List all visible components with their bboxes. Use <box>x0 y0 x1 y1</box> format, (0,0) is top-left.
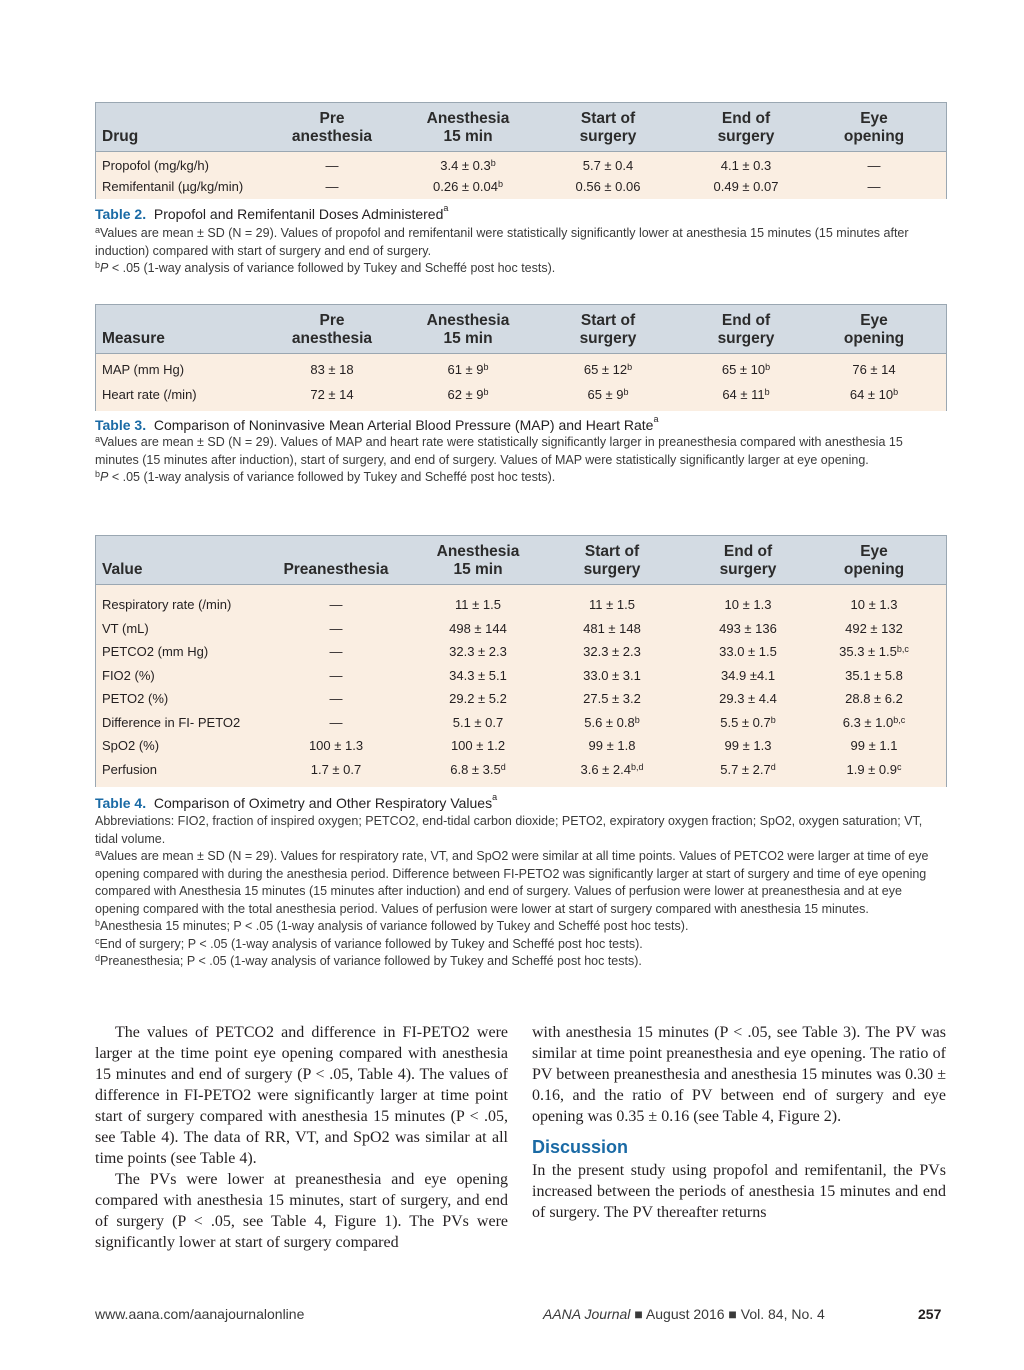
row-label: MAP (mm Hg) <box>102 362 185 377</box>
bullet-icon: ■ <box>728 1306 737 1322</box>
cell-en: 493 ± 136 <box>719 620 777 636</box>
table-row <box>96 618 946 640</box>
cell-pre: — <box>325 179 339 194</box>
cell-end: 0.49 ± 0.07 <box>713 179 779 194</box>
row-label: SpO2 (%) <box>102 738 160 753</box>
cell-anesthesia: $61 \pm 9^b$ <box>447 362 489 377</box>
cell-en: 99 ± 1.3 <box>724 738 772 753</box>
row-label: Perfusion <box>102 761 157 777</box>
cell-ey: 10 ± 1.3 <box>850 597 898 612</box>
footer-url: www.aana.com/aanajournalonline <box>95 1306 305 1322</box>
cell-pre: — <box>329 620 343 636</box>
discussion-heading: Discussion <box>532 1137 629 1157</box>
row-label: PETO2 (%) <box>102 691 169 706</box>
table-row <box>96 665 946 687</box>
footer-journal: AANA Journal ■ August 2016 ■ Vol. 84, No. 4 <box>543 1306 825 1322</box>
cell-ey: 28.8 ± 6.2 <box>845 691 903 706</box>
cell-en: 34.9 ±4.1 <box>720 667 776 683</box>
header-value: Value <box>102 561 143 578</box>
cell-an: 100 ± 1.2 <box>450 738 506 753</box>
bullet-icon: ■ <box>634 1306 643 1322</box>
row-label: Difference in FI- PETO2 <box>102 714 241 730</box>
cell-start: 0.56 ± 0.06 <box>575 179 641 194</box>
row-label: PETCO2 (mm Hg) <box>102 644 209 659</box>
cell-an: 498 ± 144 <box>449 620 507 636</box>
cell-en: 10 ± 1.3 <box>724 597 772 612</box>
table-row <box>96 155 946 177</box>
row-label: FIO2 (%) <box>102 667 155 683</box>
cell-ey: 99 ± 1.1 <box>850 738 898 753</box>
paragraph: The values of PETCO2 and difference in FI-PETO2 were larger at the time point eye opening compared with anesthesia 15 minutes and end of surgery (P < .05, Table 4). The values of difference in FI-PETO2 were significantly larger at time point start of surgery compared with anesthesia 15 minutes (P < .05, see Table 4). The data of RR, VT, and SpO2 was similar at all time points (see Table 4). <box>95 1024 508 1167</box>
header-start-surgery: Start of surgery <box>579 312 637 347</box>
table-3 <box>95 304 947 411</box>
cell-start: $65 \pm 9^b$ <box>587 387 629 402</box>
table-4-header <box>96 536 946 585</box>
table-row <box>96 176 946 198</box>
cell-ey: 1.9 ± 0.9$^c$ <box>846 761 902 777</box>
table-row <box>96 688 946 710</box>
cell-end: 4.1 ± 0.3 <box>720 158 772 173</box>
row-label: Remifentanil (µg/kg/min) <box>102 179 244 194</box>
table-3-notes: $^a$Values are mean ± SD (N = 29). Values of MAP and heart rate were statistically significantly larger in preanesthesia compared with anesthesia 15 minutes (15 minutes after induction), start of surgery, and end of surgery. Values of MAP were statistically significantly larger at eye opening. $^b$P < .05 (1-way analysis of variance followed by Tukey and Scheffé post hoc tests). <box>95 434 903 484</box>
cell-eye: 76 ± 14 <box>852 362 896 377</box>
header-eye-opening: Eye opening <box>843 110 905 145</box>
table-3-header <box>96 305 946 354</box>
body-left-column <box>95 1022 508 1253</box>
row-label: Heart rate (/min) <box>102 387 197 402</box>
cell-pre: — <box>325 158 339 173</box>
row-label: VT (mL) <box>102 620 149 636</box>
header-preanesthesia: Preanesthesia <box>283 561 389 578</box>
cell-en: 33.0 ± 1.5 <box>719 644 777 659</box>
cell-st: 11 ± 1.5 <box>589 597 635 612</box>
table-2 <box>95 102 947 199</box>
row-label: Propofol (mg/kg/h) <box>102 158 209 173</box>
cell-pre: 1.7 ± 0.7 <box>310 761 362 777</box>
header-start-surgery: Start of surgery <box>583 543 641 578</box>
cell-en: 5.7 ± 2.7$^d$ <box>720 761 776 777</box>
cell-pre: — <box>329 597 343 612</box>
header-start-surgery: Start of surgery <box>579 110 637 145</box>
cell-anesthesia: 0.26 ± 0.04$^b$ <box>433 179 503 194</box>
table-row <box>96 712 946 734</box>
cell-pre: 72 ± 14 <box>310 387 354 402</box>
header-eye-opening: Eye opening <box>843 543 905 578</box>
table-row <box>96 759 946 781</box>
cell-st: 32.3 ± 2.3 <box>583 644 641 659</box>
table-2-notes: $^a$Values are mean ± SD (N = 29). Values of propofol and remifentanil were statistically significantly lower at anesthesia 15 minutes (15 minutes after induction) compared with start of surgery and end of surgery. $^b$P < .05 (1-way analysis of variance followed by Tukey and Scheffé post hoc tests). <box>95 225 909 275</box>
cell-ey: $6.3 \pm 1.0^{b,c}$ <box>842 714 906 730</box>
cell-end: $65 \pm 10^b$ <box>721 362 771 377</box>
header-end-surgery: End of surgery <box>719 543 777 578</box>
cell-anesthesia: $62 \pm 9^b$ <box>447 387 489 402</box>
cell-ey: 492 ± 132 <box>845 620 903 636</box>
cell-en: 5.5 ± 0.7$^b$ <box>720 714 776 730</box>
cell-st: 481 ± 148 <box>583 620 641 636</box>
header-anesthesia-15: Anesthesia 15 min <box>426 312 510 347</box>
cell-st: 27.5 ± 3.2 <box>583 691 641 706</box>
cell-an: 29.2 ± 5.2 <box>449 691 507 706</box>
cell-pre: — <box>329 644 343 659</box>
cell-an: 6.8 ± 3.5$^d$ <box>450 761 506 777</box>
cell-an: 5.1 ± 0.7 <box>452 714 504 730</box>
table-2-caption: Table 2. Propofol and Remifentanil Doses Administered$^a$ <box>95 203 449 222</box>
table-2-header <box>96 103 946 152</box>
table-row <box>96 594 946 616</box>
table-row <box>96 359 946 381</box>
table-row <box>96 384 946 406</box>
paragraph: with anesthesia 15 minutes (P < .05, see Table 3). The PV was similar at time point preanesthesia and eye opening. The ratio of PV between preanesthesia and anesthesia 15 minutes was 0.30 ± 0.16, and the ratio of PV between end of surgery and eye opening was 0.35 ± 0.16 (see Table 4, Figure 2). <box>532 1024 946 1125</box>
cell-start: $65 \pm 12^b$ <box>583 362 633 377</box>
cell-end: $64 \pm 11^b$ <box>722 387 770 402</box>
cell-eye: $64 \pm 10^b$ <box>849 387 899 402</box>
cell-pre: 100 ± 1.3 <box>308 738 364 753</box>
cell-ey: 35.1 ± 5.8 <box>845 667 903 683</box>
paragraph: In the present study using propofol and remifentanil, the PVs increased between the periods of anesthesia 15 minutes and end of surgery. The PV thereafter returns <box>532 1162 946 1221</box>
header-pre: Pre anesthesia <box>291 110 373 145</box>
cell-pre: 83 ± 18 <box>310 362 354 377</box>
page-number: 257 <box>918 1306 942 1322</box>
header-pre: Pre anesthesia <box>291 312 373 347</box>
header-end-surgery: End of surgery <box>717 110 775 145</box>
cell-en: 29.3 ± 4.4 <box>719 691 777 706</box>
paragraph: The PVs were lower at preanesthesia and eye opening compared with anesthesia 15 minutes, start of surgery, and end of surgery (P < .05, see Table 4, Figure 1). The PVs were significantly lower at start of surgery compared <box>95 1171 508 1251</box>
header-anesthesia-15: Anesthesia 15 min <box>436 543 520 578</box>
cell-start: 5.7 ± 0.4 <box>582 158 634 173</box>
cell-an: 11 ± 1.5 <box>455 597 501 612</box>
cell-pre: — <box>329 691 343 706</box>
cell-eye: — <box>867 179 881 194</box>
table-4-caption: Table 4. Comparison of Oximetry and Other Respiratory Values$^a$ <box>95 792 498 811</box>
cell-pre: — <box>329 714 343 730</box>
cell-eye: — <box>867 158 881 173</box>
body-right-column <box>532 1022 946 1223</box>
header-end-surgery: End of surgery <box>717 312 775 347</box>
cell-ey: $35.3 \pm 1.5^{b,c}$ <box>839 644 909 659</box>
cell-an: 32.3 ± 2.3 <box>449 644 507 659</box>
cell-st: $3.6 \pm 2.4^{b,d}$ <box>580 761 644 777</box>
row-label: Respiratory rate (/min) <box>102 597 232 612</box>
table-row <box>96 735 946 757</box>
cell-st: 33.0 ± 3.1 <box>583 667 641 683</box>
header-eye-opening: Eye opening <box>843 312 905 347</box>
cell-pre: — <box>329 667 343 683</box>
header-anesthesia-15: Anesthesia 15 min <box>426 110 510 145</box>
table-4-notes: Abbreviations: FIO2, fraction of inspired oxygen; PETCO2, end-tidal carbon dioxide; PETO2, expiratory oxygen fraction; SpO2, oxygen saturation; VT, tidal volume. $^a$Values are mean ± SD (N = 29). Values for respiratory rate, VT, and SpO2 were similar at all time points. Values of PETCO2 were larger at time of eye opening compared with during the anesthesia period. Difference between FI-PETO2 was significantly larger at start of surgery and time of eye opening compared with Anesthesia 15 minutes (15 minutes after induction) and end of surgery. Values of perfusion were lower at preanesthesia and at eye opening compared with the total anesthesia period. Values of perfusion were lower at start of surgery compared with anesthesia 15 minutes. $^b$Anesthesia 15 minutes; P < .05 (1-way analysis of variance followed by Tukey and Scheffé post hoc tests). $^c$End of surgery; P < .05 (1-way analysis of variance followed by Tukey and Scheffé post hoc tests). $^d$Preanesthesia; P < .05 (1-way analysis of variance followed by Tukey and Scheffé post hoc tests). <box>95 813 947 971</box>
table-3-body <box>96 354 946 411</box>
table-2-body <box>96 152 946 199</box>
abbreviations: Abbreviations: FIO2, fraction of inspired oxygen; PETCO2, end-tidal carbon dioxide; PETO2, expiratory oxygen fraction; SpO2, oxygen saturation; VT, tidal volume. <box>95 814 923 846</box>
cell-anesthesia: 3.4 ± 0.3$^b$ <box>440 158 496 173</box>
table-4-body <box>96 585 946 787</box>
table-row <box>96 641 946 663</box>
table-3-caption: Table 3. Comparison of Noninvasive Mean Arterial Blood Pressure (MAP) and Heart Rate$^a$ <box>95 414 659 433</box>
header-measure: Measure <box>102 330 165 347</box>
table-4 <box>95 535 947 787</box>
cell-st: 99 ± 1.8 <box>588 738 636 753</box>
header-drug: Drug <box>102 128 139 145</box>
cell-an: 34.3 ± 5.1 <box>449 667 507 683</box>
cell-st: 5.6 ± 0.8$^b$ <box>584 714 640 730</box>
